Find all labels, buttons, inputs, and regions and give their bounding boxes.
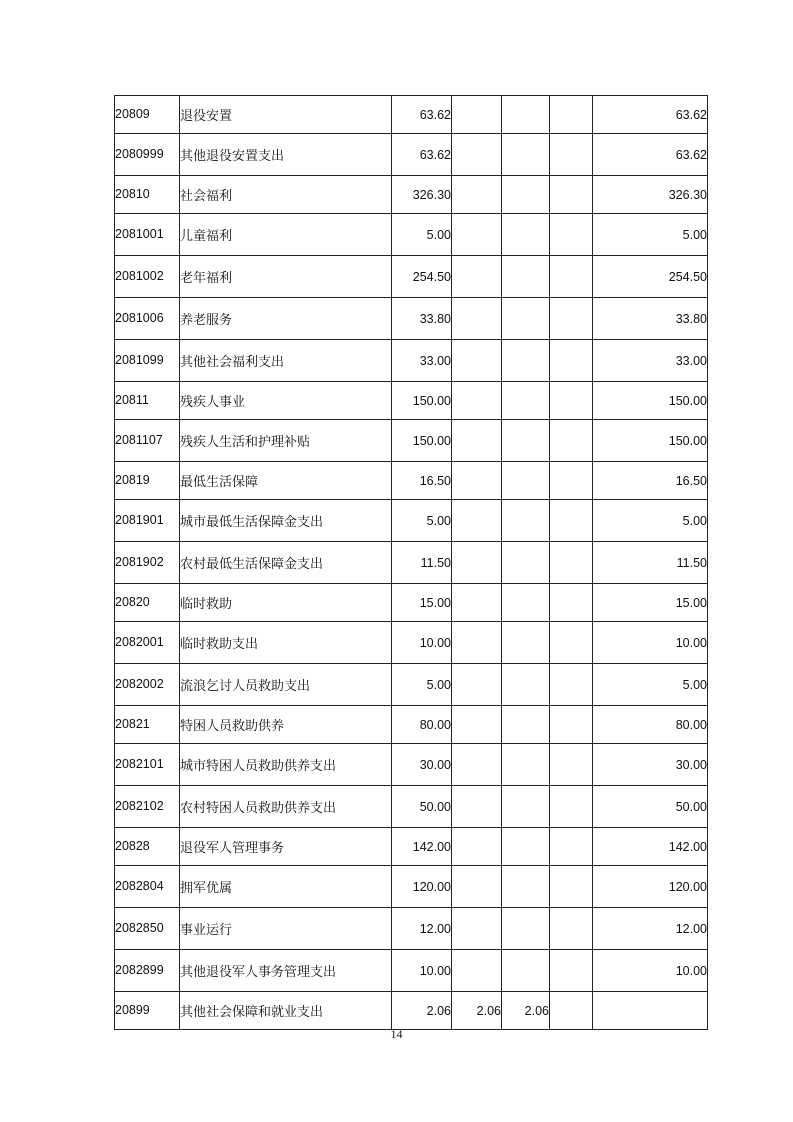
cell-code: 2081107	[115, 420, 180, 462]
cell-amount-3	[502, 500, 550, 542]
cell-amount-1: 2.06	[392, 992, 452, 1030]
cell-amount-5: 80.00	[593, 706, 708, 744]
cell-amount-5: 142.00	[593, 828, 708, 866]
cell-amount-3	[502, 584, 550, 622]
cell-amount-4	[550, 298, 593, 340]
cell-amount-1: 50.00	[392, 786, 452, 828]
cell-amount-4	[550, 542, 593, 584]
cell-name: 其他社会保障和就业支出	[180, 992, 392, 1030]
cell-amount-5: 15.00	[593, 584, 708, 622]
table-row	[115, 298, 708, 340]
cell-amount-5: 10.00	[593, 622, 708, 664]
table-row	[115, 500, 708, 542]
cell-amount-5: 33.80	[593, 298, 708, 340]
cell-amount-5: 150.00	[593, 420, 708, 462]
cell-amount-3	[502, 382, 550, 420]
cell-amount-4	[550, 828, 593, 866]
cell-amount-3	[502, 706, 550, 744]
cell-name: 农村特困人员救助供养支出	[180, 786, 392, 828]
cell-amount-3: 2.06	[502, 992, 550, 1030]
cell-amount-4	[550, 256, 593, 298]
table-row	[115, 584, 708, 622]
cell-name: 儿童福利	[180, 214, 392, 256]
cell-amount-2	[452, 382, 502, 420]
cell-amount-3	[502, 664, 550, 706]
cell-code: 2081006	[115, 298, 180, 340]
cell-amount-2	[452, 866, 502, 908]
cell-amount-2	[452, 96, 502, 134]
cell-amount-4	[550, 908, 593, 950]
cell-name: 其他社会福利支出	[180, 340, 392, 382]
cell-name: 流浪乞讨人员救助支出	[180, 664, 392, 706]
cell-code: 20821	[115, 706, 180, 744]
cell-amount-1: 16.50	[392, 462, 452, 500]
cell-amount-5: 326.30	[593, 176, 708, 214]
table-row	[115, 866, 708, 908]
cell-amount-4	[550, 866, 593, 908]
cell-amount-1: 142.00	[392, 828, 452, 866]
cell-amount-1: 33.80	[392, 298, 452, 340]
cell-name: 城市最低生活保障金支出	[180, 500, 392, 542]
cell-amount-4	[550, 622, 593, 664]
cell-name: 退役军人管理事务	[180, 828, 392, 866]
cell-amount-3	[502, 542, 550, 584]
cell-amount-4	[550, 744, 593, 786]
cell-amount-4	[550, 340, 593, 382]
cell-amount-1: 150.00	[392, 420, 452, 462]
table-body	[115, 96, 708, 1030]
cell-name: 拥军优属	[180, 866, 392, 908]
cell-amount-1: 11.50	[392, 542, 452, 584]
cell-amount-4	[550, 584, 593, 622]
cell-amount-5: 5.00	[593, 500, 708, 542]
cell-amount-4	[550, 992, 593, 1030]
cell-code: 2082804	[115, 866, 180, 908]
cell-code: 20820	[115, 584, 180, 622]
cell-amount-5: 254.50	[593, 256, 708, 298]
cell-amount-2	[452, 420, 502, 462]
cell-amount-4	[550, 420, 593, 462]
cell-amount-1: 326.30	[392, 176, 452, 214]
cell-name: 其他退役安置支出	[180, 134, 392, 176]
cell-amount-2	[452, 744, 502, 786]
cell-amount-1: 150.00	[392, 382, 452, 420]
cell-amount-2	[452, 340, 502, 382]
table-row	[115, 992, 708, 1030]
cell-amount-1: 63.62	[392, 96, 452, 134]
cell-amount-2	[452, 256, 502, 298]
cell-amount-5: 10.00	[593, 950, 708, 992]
table-row	[115, 176, 708, 214]
cell-code: 2082002	[115, 664, 180, 706]
table-row	[115, 908, 708, 950]
cell-amount-2	[452, 908, 502, 950]
cell-code: 2081001	[115, 214, 180, 256]
cell-amount-5: 63.62	[593, 96, 708, 134]
cell-amount-3	[502, 256, 550, 298]
cell-name: 特困人员救助供养	[180, 706, 392, 744]
cell-code: 2081901	[115, 500, 180, 542]
table-row	[115, 256, 708, 298]
cell-code: 20811	[115, 382, 180, 420]
cell-amount-5: 63.62	[593, 134, 708, 176]
cell-amount-2	[452, 214, 502, 256]
cell-amount-2	[452, 462, 502, 500]
cell-name: 老年福利	[180, 256, 392, 298]
cell-amount-3	[502, 744, 550, 786]
cell-amount-4	[550, 950, 593, 992]
cell-amount-3	[502, 908, 550, 950]
cell-code: 2080999	[115, 134, 180, 176]
cell-name: 最低生活保障	[180, 462, 392, 500]
cell-code: 2082850	[115, 908, 180, 950]
cell-amount-4	[550, 214, 593, 256]
cell-code: 2082101	[115, 744, 180, 786]
cell-amount-1: 10.00	[392, 622, 452, 664]
cell-amount-2	[452, 828, 502, 866]
table-row	[115, 786, 708, 828]
cell-name: 其他退役军人事务管理支出	[180, 950, 392, 992]
cell-amount-5: 5.00	[593, 664, 708, 706]
cell-amount-1: 63.62	[392, 134, 452, 176]
cell-amount-3	[502, 176, 550, 214]
table-row	[115, 134, 708, 176]
cell-amount-3	[502, 420, 550, 462]
cell-code: 2081002	[115, 256, 180, 298]
cell-amount-2	[452, 584, 502, 622]
cell-amount-4	[550, 500, 593, 542]
cell-amount-5: 5.00	[593, 214, 708, 256]
cell-code: 2081099	[115, 340, 180, 382]
cell-code: 20899	[115, 992, 180, 1030]
cell-amount-1: 5.00	[392, 664, 452, 706]
budget-table	[114, 95, 708, 1030]
cell-amount-2	[452, 500, 502, 542]
cell-amount-4	[550, 786, 593, 828]
table-row	[115, 950, 708, 992]
table-row	[115, 664, 708, 706]
table-row	[115, 828, 708, 866]
cell-amount-4	[550, 462, 593, 500]
cell-amount-5: 11.50	[593, 542, 708, 584]
cell-amount-2	[452, 950, 502, 992]
table-row	[115, 420, 708, 462]
cell-amount-5: 30.00	[593, 744, 708, 786]
cell-code: 2082001	[115, 622, 180, 664]
cell-amount-4	[550, 382, 593, 420]
cell-amount-3	[502, 866, 550, 908]
cell-amount-5: 12.00	[593, 908, 708, 950]
cell-amount-1: 15.00	[392, 584, 452, 622]
cell-amount-5: 120.00	[593, 866, 708, 908]
cell-name: 养老服务	[180, 298, 392, 340]
table-row	[115, 382, 708, 420]
cell-amount-2	[452, 706, 502, 744]
cell-amount-1: 80.00	[392, 706, 452, 744]
cell-amount-2	[452, 622, 502, 664]
cell-code: 2082899	[115, 950, 180, 992]
cell-name: 临时救助支出	[180, 622, 392, 664]
cell-amount-4	[550, 134, 593, 176]
cell-amount-2	[452, 542, 502, 584]
cell-name: 社会福利	[180, 176, 392, 214]
cell-name: 农村最低生活保障金支出	[180, 542, 392, 584]
table-row	[115, 744, 708, 786]
table-row	[115, 542, 708, 584]
cell-code: 2082102	[115, 786, 180, 828]
table-row	[115, 340, 708, 382]
cell-amount-1: 12.00	[392, 908, 452, 950]
cell-amount-3	[502, 298, 550, 340]
cell-amount-1: 30.00	[392, 744, 452, 786]
cell-amount-4	[550, 664, 593, 706]
cell-name: 残疾人生活和护理补贴	[180, 420, 392, 462]
cell-amount-2	[452, 664, 502, 706]
table-row	[115, 96, 708, 134]
cell-amount-3	[502, 134, 550, 176]
cell-name: 城市特困人员救助供养支出	[180, 744, 392, 786]
cell-code: 20828	[115, 828, 180, 866]
cell-amount-4	[550, 706, 593, 744]
cell-amount-3	[502, 828, 550, 866]
cell-name: 临时救助	[180, 584, 392, 622]
cell-name: 退役安置	[180, 96, 392, 134]
cell-amount-3	[502, 622, 550, 664]
cell-amount-1: 5.00	[392, 500, 452, 542]
cell-amount-2	[452, 134, 502, 176]
cell-code: 20810	[115, 176, 180, 214]
cell-code: 20819	[115, 462, 180, 500]
cell-amount-5: 16.50	[593, 462, 708, 500]
cell-amount-1: 33.00	[392, 340, 452, 382]
cell-amount-4	[550, 176, 593, 214]
cell-name: 事业运行	[180, 908, 392, 950]
table-row	[115, 462, 708, 500]
page-number: 14	[390, 1027, 403, 1041]
cell-amount-2	[452, 176, 502, 214]
cell-amount-1: 254.50	[392, 256, 452, 298]
cell-amount-3	[502, 950, 550, 992]
cell-amount-2: 2.06	[452, 992, 502, 1030]
cell-code: 2081902	[115, 542, 180, 584]
table-row	[115, 214, 708, 256]
cell-amount-2	[452, 298, 502, 340]
cell-amount-1: 10.00	[392, 950, 452, 992]
cell-amount-3	[502, 462, 550, 500]
cell-amount-4	[550, 96, 593, 134]
cell-amount-3	[502, 340, 550, 382]
cell-amount-5	[593, 992, 708, 1030]
table-row	[115, 706, 708, 744]
cell-amount-1: 5.00	[392, 214, 452, 256]
cell-amount-5: 33.00	[593, 340, 708, 382]
cell-amount-2	[452, 786, 502, 828]
cell-code: 20809	[115, 96, 180, 134]
cell-amount-1: 120.00	[392, 866, 452, 908]
cell-amount-3	[502, 96, 550, 134]
cell-amount-5: 50.00	[593, 786, 708, 828]
cell-name: 残疾人事业	[180, 382, 392, 420]
cell-amount-5: 150.00	[593, 382, 708, 420]
table-row	[115, 622, 708, 664]
cell-amount-3	[502, 214, 550, 256]
cell-amount-3	[502, 786, 550, 828]
